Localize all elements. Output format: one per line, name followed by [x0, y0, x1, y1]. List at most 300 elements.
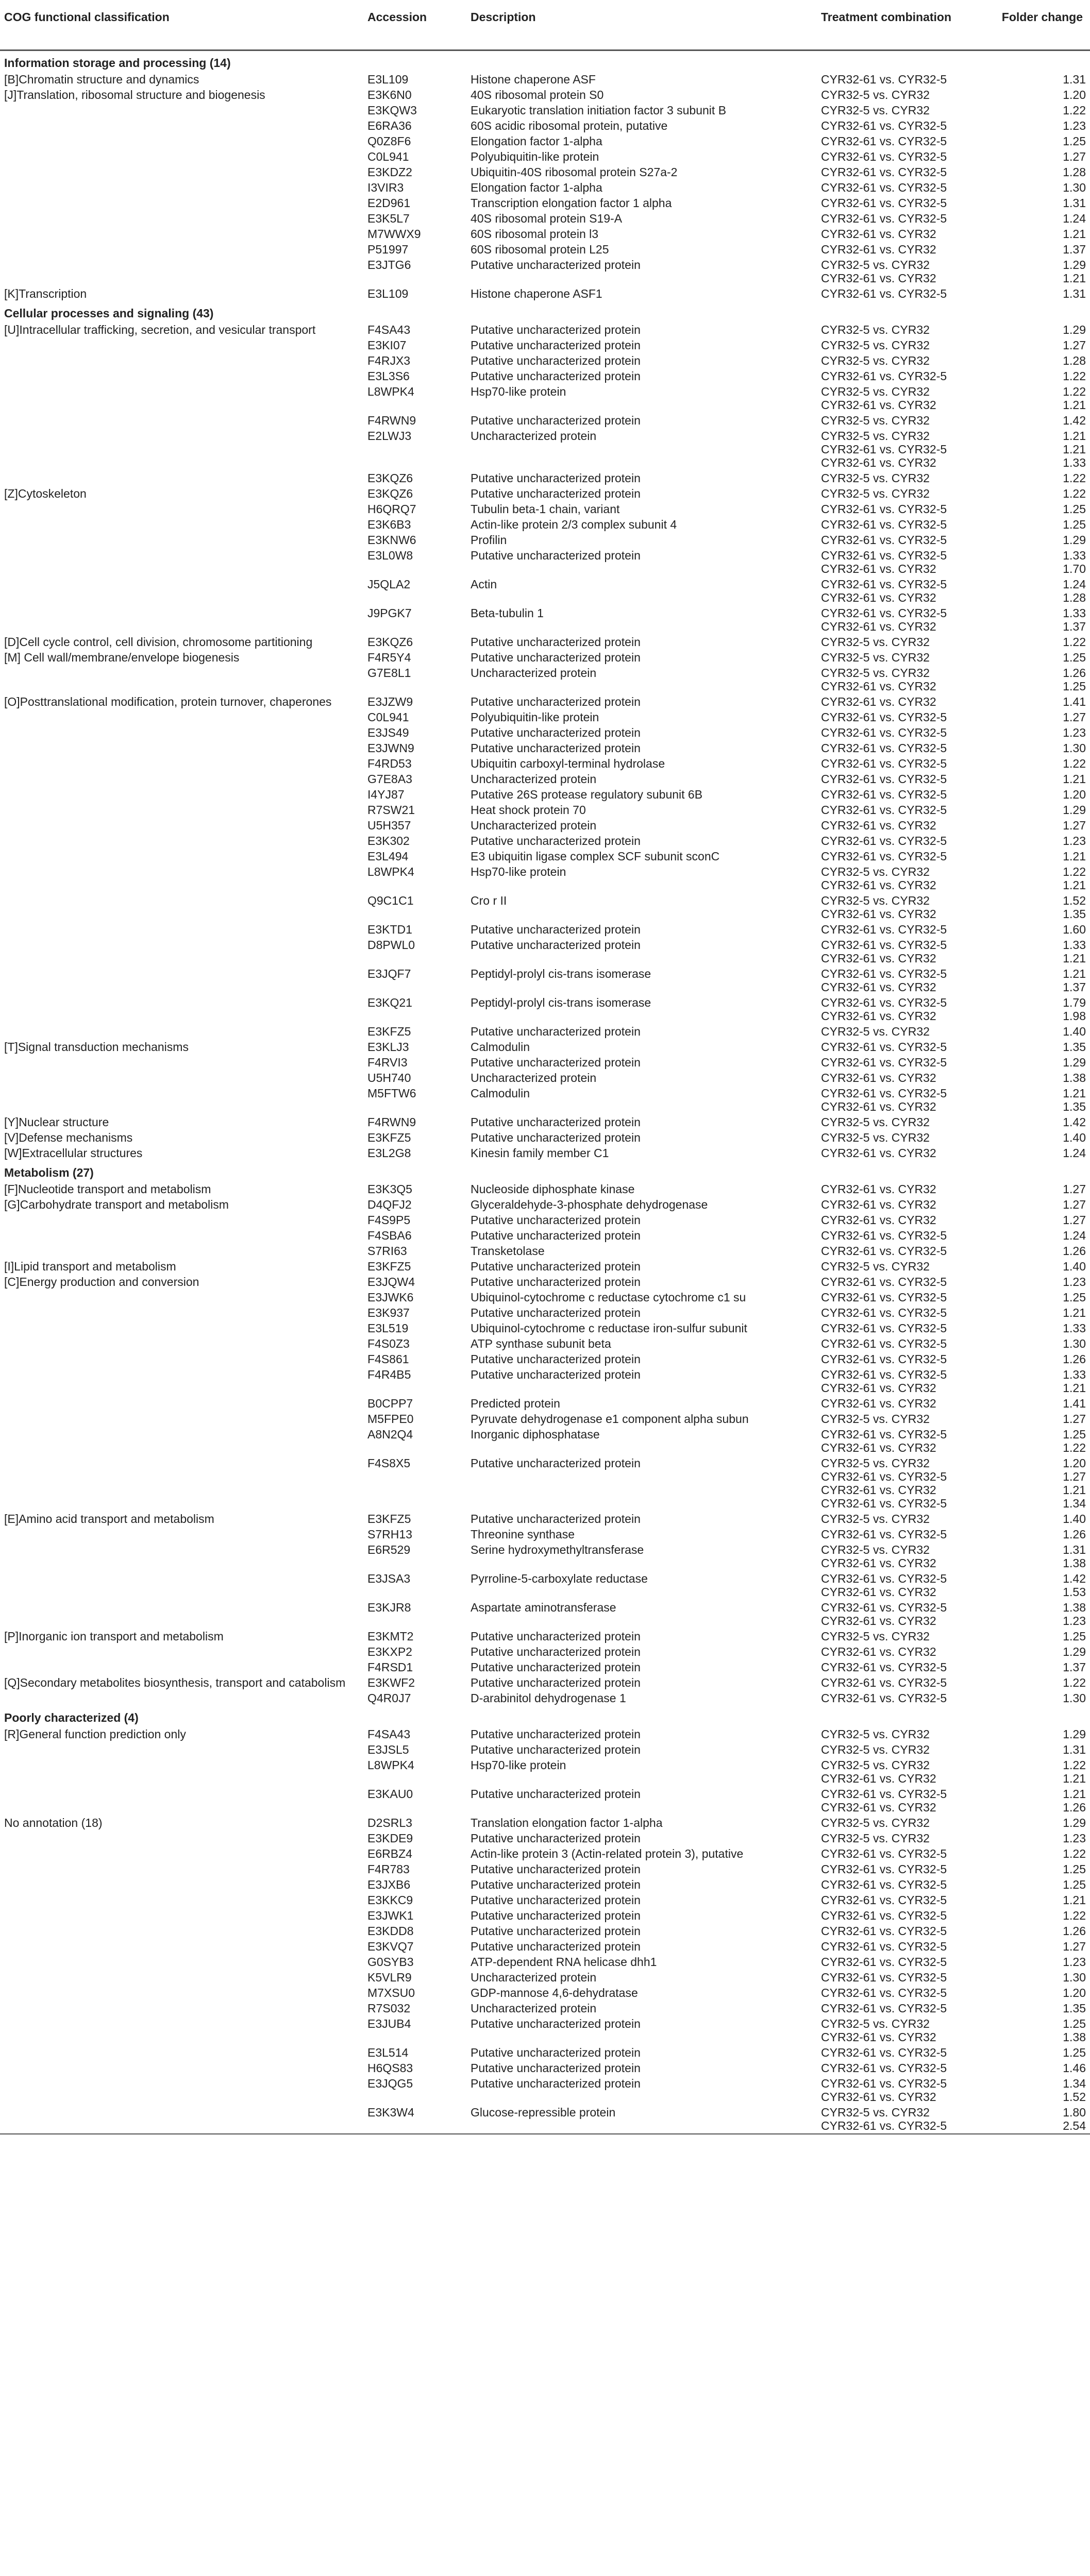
fold-change-cell — [995, 1877, 1090, 1892]
accession-cell: E3KFZ5 — [367, 1512, 411, 1526]
fold-change-line: 1.22 — [1063, 1847, 1086, 1860]
fold-change-line: 1.22 — [1063, 385, 1086, 398]
cog-class-cell — [0, 2060, 363, 2076]
treatment-combination-cell — [817, 1455, 995, 1511]
cog-class-cell: [Q]Secondary metabolites biosynthesis, transport and catabolism — [4, 1676, 346, 1689]
section-title: Cellular processes and signaling (43) — [4, 307, 214, 320]
table-row — [0, 1690, 1090, 1706]
treatment-combination-line: CYR32-61 vs. CYR32 — [821, 952, 936, 965]
table-row — [0, 937, 1090, 966]
description-cell: Putative uncharacterized protein — [471, 487, 641, 500]
treatment-combination-line: CYR32-61 vs. CYR32-5 — [821, 518, 947, 531]
table-row — [0, 1396, 1090, 1411]
treatment-combination-cell — [817, 1659, 995, 1675]
table-row — [0, 2076, 1090, 2105]
description-cell: Ubiquinol-cytochrome c reductase iron-sulfur subunit — [471, 1321, 747, 1335]
description-cell: Putative uncharacterized protein — [471, 923, 641, 936]
treatment-combination-line: CYR32-61 vs. CYR32-5 — [821, 757, 947, 770]
table-row — [0, 1290, 1090, 1305]
cog-class-cell — [0, 1954, 363, 1970]
treatment-combination-cell — [817, 771, 995, 787]
cog-class-cell — [0, 740, 363, 756]
table-row — [0, 1243, 1090, 1259]
table-row — [0, 1629, 1090, 1644]
cog-class-cell — [0, 548, 363, 577]
treatment-combination-cell — [817, 470, 995, 486]
table-row — [0, 1571, 1090, 1600]
treatment-combination-line: CYR32-61 vs. CYR32 — [821, 227, 936, 241]
description-cell: Putative uncharacterized protein — [471, 1924, 641, 1938]
treatment-combination-cell — [817, 756, 995, 771]
table-row — [0, 486, 1090, 501]
description-cell: Cro r II — [471, 894, 507, 907]
fold-change-line: 1.27 — [1063, 710, 1086, 724]
cog-class-cell — [0, 103, 363, 118]
treatment-combination-cell — [817, 1726, 995, 1742]
fold-change-line: 1.42 — [1063, 1572, 1086, 1585]
table-row — [0, 2060, 1090, 2076]
table-row — [0, 1600, 1090, 1629]
table-row — [0, 771, 1090, 787]
fold-change-line: 1.21 — [1063, 227, 1086, 241]
table-row — [0, 1644, 1090, 1659]
treatment-combination-line: CYR32-61 vs. CYR32 — [821, 2090, 936, 2104]
description-cell: Uncharacterized protein — [471, 429, 597, 443]
cog-class-cell — [0, 1757, 363, 1786]
treatment-combination-line: CYR32-61 vs. CYR32 — [821, 1483, 936, 1497]
treatment-combination-line: CYR32-61 vs. CYR32-5 — [821, 165, 947, 179]
fold-change-line: 1.27 — [1063, 338, 1086, 352]
table-body — [0, 50, 1090, 2134]
fold-change-cell — [995, 286, 1090, 301]
fold-change-cell — [995, 1571, 1090, 1600]
accession-cell: E3L109 — [367, 287, 409, 300]
treatment-combination-line: CYR32-61 vs. CYR32-5 — [821, 1862, 947, 1876]
treatment-combination-cell — [817, 893, 995, 922]
treatment-combination-line: CYR32-61 vs. CYR32-5 — [821, 996, 947, 1009]
treatment-combination-line: CYR32-61 vs. CYR32-5 — [821, 1321, 947, 1335]
fold-change-line: 1.46 — [1063, 2061, 1086, 2075]
description-cell: Hsp70-like protein — [471, 385, 566, 398]
fold-change-line: 1.21 — [1063, 967, 1086, 980]
fold-change-line: 1.35 — [1063, 2002, 1086, 2015]
treatment-combination-line: CYR32-5 vs. CYR32 — [821, 1131, 930, 1144]
treatment-combination-line: CYR32-5 vs. CYR32 — [821, 2106, 930, 2119]
table-row — [0, 1427, 1090, 1455]
description-cell: Putative uncharacterized protein — [471, 323, 641, 336]
description-cell: Glyceraldehyde-3-phosphate dehydrogenase — [471, 1198, 708, 1211]
fold-change-line: 1.22 — [1063, 1441, 1086, 1454]
table-row — [0, 1130, 1090, 1145]
treatment-combination-cell — [817, 1145, 995, 1161]
fold-change-line: 1.23 — [1063, 1614, 1086, 1628]
treatment-combination-cell — [817, 517, 995, 532]
cog-class-cell — [0, 1305, 363, 1320]
accession-cell: F4RWN9 — [367, 1115, 416, 1129]
accession-cell: E3KVQ7 — [367, 1940, 414, 1953]
fold-change-line: 1.25 — [1063, 134, 1086, 148]
fold-change-cell — [995, 1923, 1090, 1939]
cog-class-cell: [V]Defense mechanisms — [4, 1131, 133, 1144]
fold-change-cell — [995, 72, 1090, 87]
treatment-combination-cell — [817, 1861, 995, 1877]
accession-cell: D4QFJ2 — [367, 1198, 412, 1211]
fold-change-line: 1.21 — [1063, 772, 1086, 786]
treatment-combination-line: CYR32-5 vs. CYR32 — [821, 1816, 930, 1829]
accession-cell: E3KQZ6 — [367, 471, 413, 485]
fold-change-cell — [995, 1181, 1090, 1197]
cog-class-cell: [K]Transcription — [4, 287, 87, 300]
treatment-combination-line: CYR32-61 vs. CYR32 — [821, 1556, 936, 1570]
table-row — [0, 1039, 1090, 1055]
fold-change-line: 1.42 — [1063, 414, 1086, 427]
fold-change-cell — [995, 2060, 1090, 2076]
cog-class-cell — [0, 1336, 363, 1351]
fold-change-cell — [995, 1815, 1090, 1831]
treatment-combination-line: CYR32-61 vs. CYR32-5 — [821, 2119, 947, 2132]
accession-cell: F4S8X5 — [367, 1456, 411, 1470]
treatment-combination-cell — [817, 226, 995, 242]
cog-class-cell — [0, 1985, 363, 2001]
table-row — [0, 1114, 1090, 1130]
accession-cell: F4RWN9 — [367, 414, 416, 427]
fold-change-cell — [995, 2016, 1090, 2045]
description-cell: Putative uncharacterized protein — [471, 651, 641, 664]
treatment-combination-cell — [817, 548, 995, 577]
cog-class-cell — [0, 864, 363, 893]
table-row — [0, 725, 1090, 740]
treatment-combination-line: CYR32-61 vs. CYR32-5 — [821, 710, 947, 724]
table-row — [0, 195, 1090, 211]
fold-change-cell — [995, 665, 1090, 694]
table-row — [0, 1923, 1090, 1939]
fold-change-line: 1.22 — [1063, 369, 1086, 383]
cog-class-cell — [0, 1831, 363, 1846]
cog-class-cell — [0, 1970, 363, 1985]
section-row — [0, 50, 1090, 72]
fold-change-line: 1.21 — [1063, 1483, 1086, 1497]
treatment-combination-line: CYR32-61 vs. CYR32-5 — [821, 1971, 947, 1984]
treatment-combination-line: CYR32-61 vs. CYR32-5 — [821, 1470, 947, 1483]
description-cell: Beta-tubulin 1 — [471, 606, 544, 620]
accession-cell: E3L514 — [367, 2046, 409, 2059]
treatment-combination-cell — [817, 650, 995, 665]
fold-change-line: 1.24 — [1063, 1146, 1086, 1160]
cog-class-cell: [E]Amino acid transport and metabolism — [4, 1512, 214, 1526]
treatment-combination-cell — [817, 1024, 995, 1039]
table-row — [0, 517, 1090, 532]
treatment-combination-cell — [817, 2016, 995, 2045]
treatment-combination-line: CYR32-61 vs. CYR32-5 — [821, 1040, 947, 1054]
fold-change-line: 1.28 — [1063, 165, 1086, 179]
cog-class-cell — [0, 180, 363, 195]
description-cell: Tubulin beta-1 chain, variant — [471, 502, 620, 516]
fold-change-line: 1.79 — [1063, 996, 1086, 1009]
treatment-combination-line: CYR32-5 vs. CYR32 — [821, 487, 930, 500]
fold-change-line: 1.29 — [1063, 1727, 1086, 1741]
treatment-combination-cell — [817, 665, 995, 694]
treatment-combination-cell — [817, 164, 995, 180]
table-row — [0, 548, 1090, 577]
treatment-combination-line: CYR32-5 vs. CYR32 — [821, 1743, 930, 1756]
fold-change-cell — [995, 893, 1090, 922]
fold-change-line: 1.29 — [1063, 323, 1086, 336]
fold-change-line: 1.21 — [1063, 1381, 1086, 1395]
cog-class-cell — [0, 787, 363, 802]
table-row — [0, 2105, 1090, 2134]
cog-class-cell — [0, 2016, 363, 2045]
fold-change-cell — [995, 1908, 1090, 1923]
accession-cell: E3L109 — [367, 73, 409, 86]
accession-cell: C0L941 — [367, 150, 409, 163]
accession-cell: F4RSD1 — [367, 1660, 413, 1674]
treatment-combination-line: CYR32-61 vs. CYR32-5 — [821, 181, 947, 194]
accession-cell: E3KDZ2 — [367, 165, 412, 179]
cog-class-cell — [0, 226, 363, 242]
cog-class-cell — [0, 1455, 363, 1511]
fold-change-cell — [995, 1644, 1090, 1659]
fold-change-cell — [995, 1212, 1090, 1228]
fold-change-cell — [995, 1600, 1090, 1629]
fold-change-line: 1.41 — [1063, 695, 1086, 708]
table-row — [0, 1055, 1090, 1070]
fold-change-cell — [995, 1542, 1090, 1571]
treatment-combination-cell — [817, 384, 995, 413]
description-cell: Putative uncharacterized protein — [471, 338, 641, 352]
description-cell: Histone chaperone ASF1 — [471, 287, 602, 300]
cog-class-cell: [I]Lipid transport and metabolism — [4, 1260, 176, 1273]
accession-cell: B0CPP7 — [367, 1397, 413, 1410]
description-cell: Putative uncharacterized protein — [471, 1909, 641, 1922]
fold-change-line: 1.29 — [1063, 1645, 1086, 1658]
fold-change-line: 1.21 — [1063, 952, 1086, 965]
cog-class-cell — [0, 1396, 363, 1411]
treatment-combination-line: CYR32-61 vs. CYR32 — [821, 819, 936, 832]
table-row — [0, 1070, 1090, 1086]
fold-change-cell — [995, 709, 1090, 725]
accession-cell: I4YJ87 — [367, 788, 405, 801]
fold-change-line: 1.21 — [1063, 272, 1086, 285]
cog-class-cell — [0, 771, 363, 787]
description-cell: Putative uncharacterized protein — [471, 1512, 641, 1526]
accession-cell: R7S032 — [367, 2002, 411, 2015]
fold-change-cell — [995, 1305, 1090, 1320]
fold-change-line: 1.35 — [1063, 1100, 1086, 1113]
fold-change-cell — [995, 532, 1090, 548]
cog-class-cell — [0, 384, 363, 413]
accession-cell: E3KQZ6 — [367, 487, 413, 500]
treatment-combination-line: CYR32-61 vs. CYR32-5 — [821, 134, 947, 148]
fold-change-line: 1.21 — [1063, 1787, 1086, 1801]
accession-cell: E3KXP2 — [367, 1645, 412, 1658]
fold-change-line: 1.30 — [1063, 181, 1086, 194]
description-cell: Transcription elongation factor 1 alpha — [471, 196, 672, 210]
table-row — [0, 1411, 1090, 1427]
cog-class-cell — [0, 1351, 363, 1367]
table-row — [0, 1145, 1090, 1161]
treatment-combination-cell — [817, 634, 995, 650]
treatment-combination-cell — [817, 1511, 995, 1527]
accession-cell: E3JQW4 — [367, 1275, 415, 1289]
fold-change-cell — [995, 1228, 1090, 1243]
fold-change-cell — [995, 486, 1090, 501]
fold-change-line: 1.35 — [1063, 1040, 1086, 1054]
treatment-combination-cell — [817, 1815, 995, 1831]
fold-change-line: 1.23 — [1063, 119, 1086, 132]
treatment-combination-cell — [817, 1846, 995, 1861]
treatment-combination-cell — [817, 1970, 995, 1985]
treatment-combination-line: CYR32-61 vs. CYR32-5 — [821, 967, 947, 980]
description-cell: 60S ribosomal protein L25 — [471, 243, 609, 256]
fold-change-line: 1.25 — [1063, 1878, 1086, 1891]
accession-cell: K5VLR9 — [367, 1971, 412, 1984]
cog-class-cell — [0, 1228, 363, 1243]
accession-cell: E3JTG6 — [367, 258, 411, 272]
treatment-combination-line: CYR32-61 vs. CYR32 — [821, 1146, 936, 1160]
treatment-combination-line: CYR32-61 vs. CYR32 — [821, 1614, 936, 1628]
description-cell: Aspartate aminotransferase — [471, 1601, 616, 1614]
fold-change-cell — [995, 650, 1090, 665]
section-row — [0, 1161, 1090, 1181]
header-description: Description — [466, 0, 817, 50]
description-cell: Putative uncharacterized protein — [471, 1660, 641, 1674]
accession-cell: E3KKC9 — [367, 1893, 413, 1907]
description-cell: Uncharacterized protein — [471, 819, 597, 832]
accession-cell: E2D961 — [367, 196, 411, 210]
accession-cell: E3K302 — [367, 834, 410, 848]
treatment-combination-line: CYR32-61 vs. CYR32 — [821, 980, 936, 994]
treatment-combination-line: CYR32-5 vs. CYR32 — [821, 635, 930, 649]
description-cell: Serine hydroxymethyltransferase — [471, 1543, 644, 1556]
fold-change-cell — [995, 995, 1090, 1024]
table-row — [0, 1351, 1090, 1367]
fold-change-cell — [995, 849, 1090, 864]
description-cell: Ubiquitin-40S ribosomal protein S27a-2 — [471, 165, 678, 179]
treatment-combination-cell — [817, 1644, 995, 1659]
fold-change-line: 1.42 — [1063, 1115, 1086, 1129]
fold-change-line: 1.98 — [1063, 1009, 1086, 1023]
treatment-combination-line: CYR32-61 vs. CYR32 — [821, 1381, 936, 1395]
fold-change-cell — [995, 1970, 1090, 1985]
fold-change-line: 1.22 — [1063, 104, 1086, 117]
fold-change-cell — [995, 1846, 1090, 1861]
treatment-combination-line: CYR32-61 vs. CYR32-5 — [821, 533, 947, 547]
accession-cell: F4RJX3 — [367, 354, 411, 367]
table-row — [0, 1336, 1090, 1351]
description-cell: Hsp70-like protein — [471, 865, 566, 878]
treatment-combination-line: CYR32-61 vs. CYR32-5 — [821, 2002, 947, 2015]
description-cell: ATP-dependent RNA helicase dhh1 — [471, 1955, 657, 1969]
table-row — [0, 650, 1090, 665]
cog-class-cell: [M] Cell wall/membrane/envelope biogenesis — [4, 651, 240, 664]
table-row — [0, 849, 1090, 864]
fold-change-cell — [995, 966, 1090, 995]
treatment-combination-cell — [817, 1571, 995, 1600]
treatment-combination-cell — [817, 1197, 995, 1212]
accession-cell: E3KNW6 — [367, 533, 416, 547]
treatment-combination-line: CYR32-61 vs. CYR32-5 — [821, 1847, 947, 1860]
fold-change-line: 1.25 — [1063, 518, 1086, 531]
fold-change-line: 1.20 — [1063, 88, 1086, 101]
treatment-combination-line: CYR32-5 vs. CYR32 — [821, 414, 930, 427]
treatment-combination-line: CYR32-61 vs. CYR32-5 — [821, 1352, 947, 1366]
description-cell: Putative uncharacterized protein — [471, 549, 641, 562]
table-row — [0, 353, 1090, 368]
description-cell: Putative uncharacterized protein — [471, 2077, 641, 2090]
treatment-combination-cell — [817, 180, 995, 195]
description-cell: Uncharacterized protein — [471, 772, 597, 786]
table-row — [0, 1455, 1090, 1511]
fold-change-cell — [995, 2001, 1090, 2016]
treatment-combination-cell — [817, 740, 995, 756]
cog-class-cell — [0, 532, 363, 548]
accession-cell: E3KDD8 — [367, 1924, 414, 1938]
table-row — [0, 1367, 1090, 1396]
accession-cell: E3L0W8 — [367, 549, 413, 562]
fold-change-cell — [995, 694, 1090, 709]
table-row — [0, 709, 1090, 725]
treatment-combination-cell — [817, 1985, 995, 2001]
treatment-combination-line: CYR32-61 vs. CYR32-5 — [821, 1660, 947, 1674]
cog-class-cell — [0, 849, 363, 864]
cog-class-cell — [0, 1861, 363, 1877]
accession-cell: E3KFZ5 — [367, 1131, 411, 1144]
fold-change-line: 1.20 — [1063, 1456, 1086, 1470]
fold-change-line: 1.24 — [1063, 578, 1086, 591]
table-row — [0, 1086, 1090, 1114]
accession-cell: E3JSA3 — [367, 1572, 411, 1585]
fold-change-cell — [995, 1831, 1090, 1846]
fold-change-line: 1.37 — [1063, 620, 1086, 633]
fold-change-line: 1.21 — [1063, 878, 1086, 892]
table-row — [0, 133, 1090, 149]
cog-class-cell — [0, 337, 363, 353]
table-row — [0, 242, 1090, 257]
description-cell: Putative uncharacterized protein — [471, 834, 641, 848]
fold-change-line: 1.25 — [1063, 680, 1086, 693]
fold-change-line: 1.37 — [1063, 243, 1086, 256]
treatment-combination-line: CYR32-61 vs. CYR32 — [821, 1397, 936, 1410]
table-row — [0, 833, 1090, 849]
treatment-combination-line: CYR32-61 vs. CYR32-5 — [821, 1601, 947, 1614]
treatment-combination-cell — [817, 1690, 995, 1706]
cog-class-cell: [G]Carbohydrate transport and metabolism — [4, 1198, 229, 1211]
header-accession: Accession — [363, 0, 466, 50]
table-row — [0, 1831, 1090, 1846]
fold-change-cell — [995, 1757, 1090, 1786]
header-treatment-combination: Treatment combination — [817, 0, 995, 50]
treatment-combination-cell — [817, 1742, 995, 1757]
treatment-combination-cell — [817, 1954, 995, 1970]
accession-cell: E3KAU0 — [367, 1787, 413, 1801]
fold-change-line: 1.37 — [1063, 1660, 1086, 1674]
treatment-combination-cell — [817, 1427, 995, 1455]
treatment-combination-line: CYR32-61 vs. CYR32 — [821, 1585, 936, 1599]
treatment-combination-cell — [817, 1542, 995, 1571]
cog-class-cell: [Z]Cytoskeleton — [4, 487, 87, 500]
treatment-combination-line: CYR32-61 vs. CYR32-5 — [821, 287, 947, 300]
fold-change-cell — [995, 337, 1090, 353]
table-row — [0, 1659, 1090, 1675]
accession-cell: E3JUB4 — [367, 2017, 411, 2030]
treatment-combination-line: CYR32-5 vs. CYR32 — [821, 1412, 930, 1426]
fold-change-cell — [995, 1274, 1090, 1290]
accession-cell: E6RA36 — [367, 119, 412, 132]
accession-cell: E3K937 — [367, 1306, 410, 1319]
description-cell: Nucleoside diphosphate kinase — [471, 1182, 635, 1196]
treatment-combination-cell — [817, 1877, 995, 1892]
fold-change-line: 1.38 — [1063, 1601, 1086, 1614]
